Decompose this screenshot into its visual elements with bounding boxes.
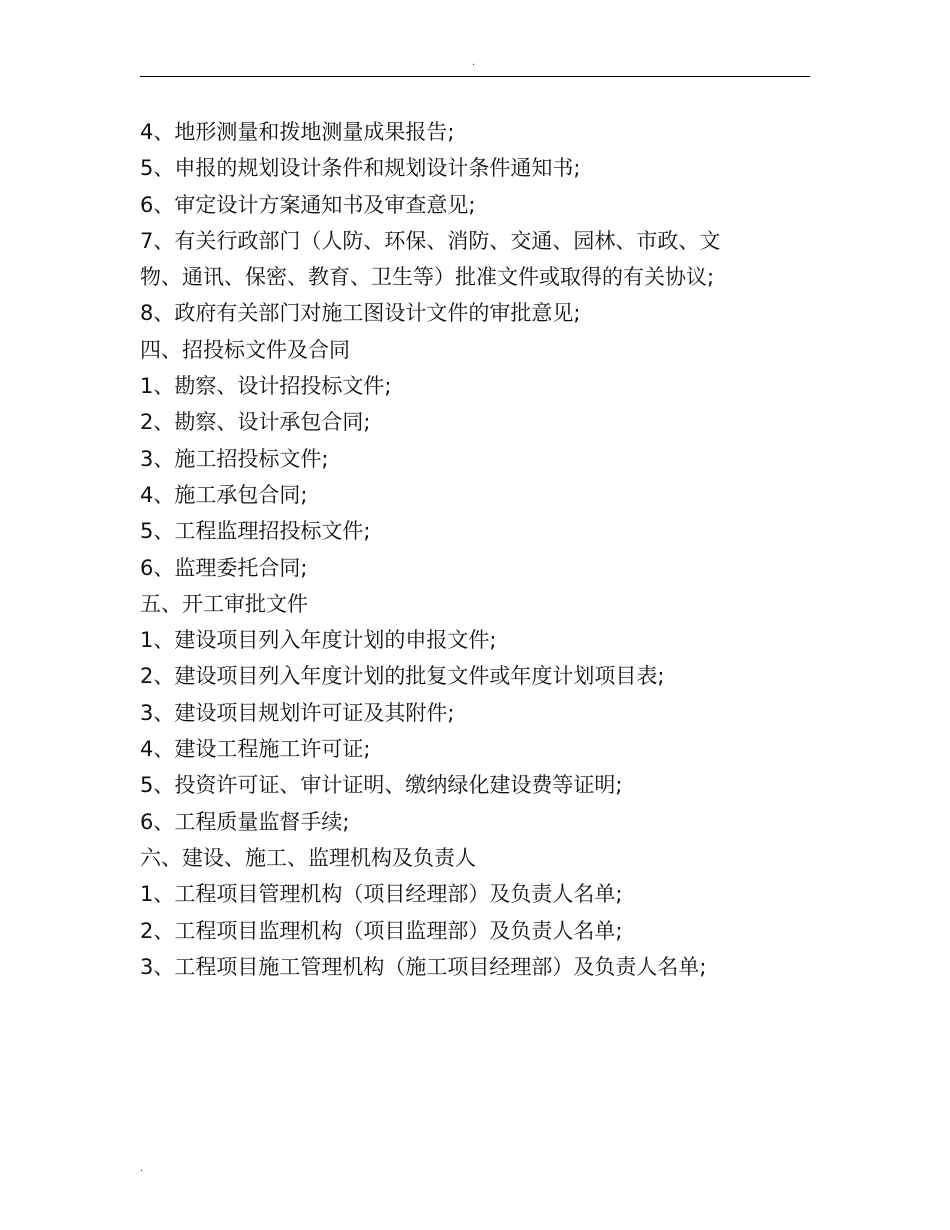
header-mark: .	[472, 57, 476, 68]
list-item: 4、施工承包合同;	[140, 482, 308, 507]
section-heading: 五、开工审批文件	[140, 591, 308, 616]
footer-mark: .	[140, 1163, 144, 1174]
list-item: 2、建设项目列入年度计划的批复文件或年度计划项目表;	[140, 664, 665, 689]
list-item: 2、工程项目监理机构（项目监理部）及负责人名单;	[140, 918, 623, 943]
list-item: 4、地形测量和拨地测量成果报告;	[140, 120, 455, 144]
section-heading: 六、建设、施工、监理机构及负责人	[140, 845, 476, 870]
list-item: 5、申报的规划设计条件和规划设计条件通知书;	[140, 156, 581, 181]
list-item: 3、施工招投标文件;	[140, 446, 329, 471]
list-item: 2、勘察、设计承包合同;	[140, 410, 371, 435]
list-item: 8、政府有关部门对施工图设计文件的审批意见;	[140, 301, 581, 326]
list-item: 6、监理委托合同;	[140, 555, 308, 580]
list-item: 7、有关行政部门（人防、环保、消防、交通、园林、市政、文	[140, 228, 721, 253]
list-item: 3、建设项目规划许可证及其附件;	[140, 700, 455, 725]
document-body	[140, 114, 810, 985]
list-item: 5、工程监理招投标文件;	[140, 519, 371, 544]
header-rule	[140, 76, 810, 77]
list-item: 1、建设项目列入年度计划的申报文件;	[140, 628, 497, 653]
list-item-continuation: 物、通讯、保密、教育、卫生等）批准文件或取得的有关协议;	[140, 265, 715, 290]
list-item: 6、审定设计方案通知书及审查意见;	[140, 192, 476, 217]
list-item: 6、工程质量监督手续;	[140, 809, 350, 834]
list-item: 1、勘察、设计招投标文件;	[140, 374, 392, 399]
list-item: 1、工程项目管理机构（项目经理部）及负责人名单;	[140, 882, 623, 907]
list-item: 5、投资许可证、审计证明、缴纳绿化建设费等证明;	[140, 773, 623, 798]
list-item: 4、建设工程施工许可证;	[140, 737, 371, 762]
section-heading: 四、招投标文件及合同	[140, 337, 350, 362]
list-item: 3、工程项目施工管理机构（施工项目经理部）及负责人名单;	[140, 954, 707, 979]
